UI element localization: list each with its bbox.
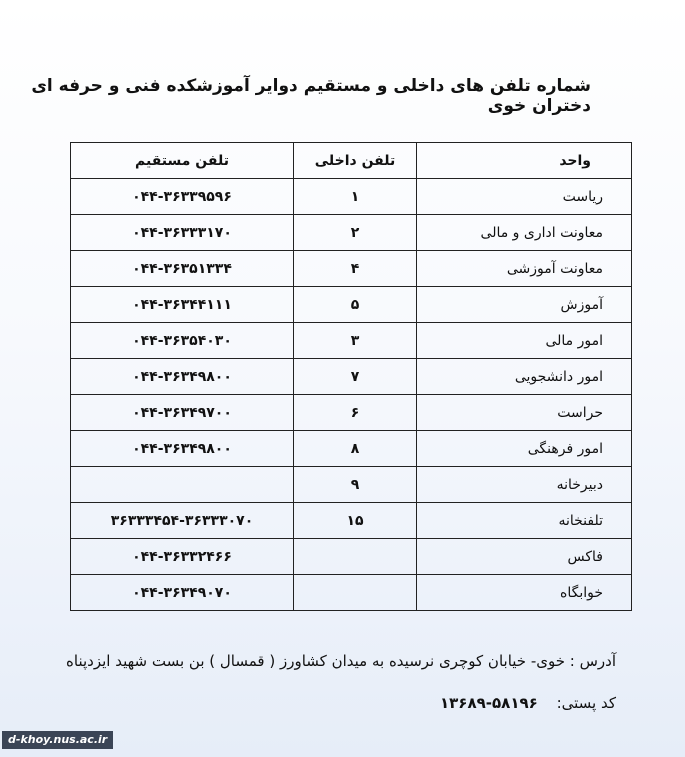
- table-body: [71, 179, 632, 611]
- internal-phone-cell: ۴: [294, 251, 417, 287]
- unit-cell: معاونت آموزشی: [417, 251, 632, 287]
- direct-phone-cell: ۰۴۴-۳۶۳۳۹۵۹۶: [71, 179, 294, 215]
- address-text: آدرس : خوی- خیابان کوچری نرسیده به میدان کشاورز ( قمسال ) بن بست شهید ایزدپناه: [66, 652, 616, 670]
- table-row: [71, 431, 632, 467]
- table-row: [71, 575, 632, 611]
- table-row: [71, 287, 632, 323]
- unit-cell: دبیرخانه: [417, 467, 632, 503]
- internal-phone-cell: ۶: [294, 395, 417, 431]
- table-row: [71, 179, 632, 215]
- internal-phone-cell: ۳: [294, 323, 417, 359]
- table-row: [71, 503, 632, 539]
- internal-phone-cell: ۱: [294, 179, 417, 215]
- internal-phone-cell: ۱۵: [294, 503, 417, 539]
- internal-phone-cell: ۸: [294, 431, 417, 467]
- table-row: [71, 215, 632, 251]
- table-row: [71, 395, 632, 431]
- unit-cell: حراست: [417, 395, 632, 431]
- unit-cell: خوابگاه: [417, 575, 632, 611]
- internal-phone-cell: [294, 539, 417, 575]
- direct-phone-cell: ۰۴۴-۳۶۳۵۱۳۳۴: [71, 251, 294, 287]
- table-row: [71, 359, 632, 395]
- unit-cell: معاونت اداری و مالی: [417, 215, 632, 251]
- direct-phone-cell: ۰۴۴-۳۶۳۴۹۸۰۰: [71, 431, 294, 467]
- direct-phone-cell: ۰۴۴-۳۶۳۳۳۱۷۰: [71, 215, 294, 251]
- internal-phone-cell: ۵: [294, 287, 417, 323]
- internal-phone-cell: ۷: [294, 359, 417, 395]
- table-header-row: [71, 143, 632, 179]
- unit-cell: امور مالی: [417, 323, 632, 359]
- unit-cell: تلفنخانه: [417, 503, 632, 539]
- table-row: [71, 323, 632, 359]
- postal-code-value: ۵۸۱۹۶-۱۳۶۸۹: [440, 694, 538, 712]
- unit-cell: امور دانشجویی: [417, 359, 632, 395]
- site-watermark[interactable]: d-khoy.nus.ac.ir: [2, 731, 113, 749]
- direct-phone-cell: ۳۶۳۳۳۴۵۴-۳۶۳۳۳۰۷۰: [71, 503, 294, 539]
- header-unit: واحد: [417, 143, 632, 179]
- table-row: [71, 539, 632, 575]
- internal-phone-cell: ۲: [294, 215, 417, 251]
- table-row: [71, 251, 632, 287]
- unit-cell: امور فرهنگی: [417, 431, 632, 467]
- direct-phone-cell: ۰۴۴-۳۶۳۵۴۰۳۰: [71, 323, 294, 359]
- direct-phone-cell: ۰۴۴-۳۶۳۴۹۷۰۰: [71, 395, 294, 431]
- direct-phone-cell: [71, 467, 294, 503]
- direct-phone-cell: ۰۴۴-۳۶۳۴۹۰۷۰: [71, 575, 294, 611]
- page-title: شماره تلفن های داخلی و مستقیم دوایر آموزشکده فنی و حرفه ای دختران خوی: [31, 76, 591, 116]
- direct-phone-cell: ۰۴۴-۳۶۳۴۴۱۱۱: [71, 287, 294, 323]
- unit-cell: آموزش: [417, 287, 632, 323]
- postal-code-label: کد پستی:: [556, 694, 616, 712]
- unit-cell: ریاست: [417, 179, 632, 215]
- internal-phone-cell: [294, 575, 417, 611]
- direct-phone-cell: ۰۴۴-۳۶۳۳۲۴۶۶: [71, 539, 294, 575]
- header-direct-phone: تلفن مستقیم: [71, 143, 294, 179]
- header-internal-phone: تلفن داخلی: [294, 143, 417, 179]
- internal-phone-cell: ۹: [294, 467, 417, 503]
- table-row: [71, 467, 632, 503]
- direct-phone-cell: ۰۴۴-۳۶۳۴۹۸۰۰: [71, 359, 294, 395]
- phone-table: [70, 142, 632, 611]
- unit-cell: فاکس: [417, 539, 632, 575]
- postal-code: [0, 694, 616, 712]
